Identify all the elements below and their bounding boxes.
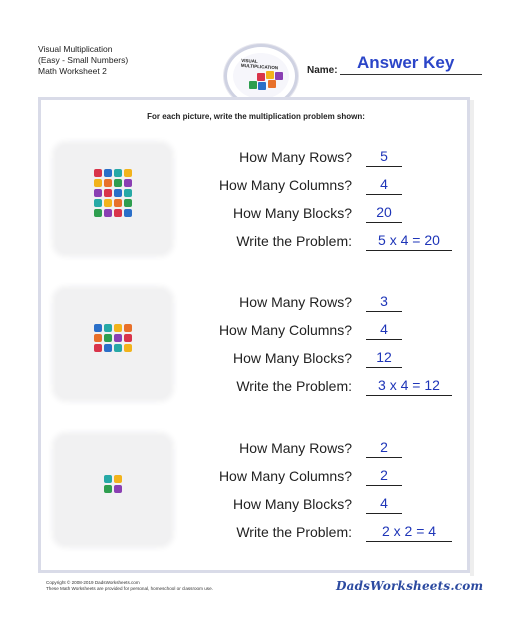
name-label: Name: (307, 65, 338, 76)
multiplication-block-icon (114, 179, 122, 187)
columns-answer: 4 (380, 321, 388, 337)
multiplication-block-icon (114, 475, 122, 483)
blocks-label: How Many Blocks? (232, 350, 352, 366)
footer-copyright (46, 580, 213, 592)
logo-block-icon (266, 71, 274, 79)
rows-answer: 5 (380, 148, 388, 164)
rows-answer-line[interactable] (366, 311, 402, 312)
problem-answer: 2 x 2 = 4 (381, 523, 437, 539)
block-picture (56, 145, 170, 253)
multiplication-block-icon (104, 475, 112, 483)
multiplication-block-icon (124, 189, 132, 197)
blocks-answer-line[interactable] (366, 367, 402, 368)
logo-block-icon (257, 73, 265, 81)
multiplication-block-icon (94, 334, 102, 342)
columns-answer: 4 (380, 176, 388, 192)
multiplication-block-icon (94, 199, 102, 207)
problem-label: Write the Problem: (236, 378, 352, 394)
multiplication-block-icon (124, 344, 132, 352)
multiplication-block-icon (94, 169, 102, 177)
multiplication-block-icon (114, 189, 122, 197)
multiplication-block-icon (124, 199, 132, 207)
problem-label: Write the Problem: (236, 233, 352, 249)
columns-answer-line[interactable] (366, 194, 402, 195)
multiplication-block-icon (114, 324, 122, 332)
logo-text: VISUAL MULTIPLICATION (240, 57, 279, 71)
title-line-3: Math Worksheet 2 (38, 66, 107, 76)
multiplication-block-icon (124, 324, 132, 332)
blocks-answer: 4 (380, 495, 388, 511)
usage-note: These Math Worksheets are provided for personal, homeschool or classroom use. (46, 586, 213, 591)
rows-answer-line[interactable] (366, 457, 402, 458)
multiplication-block-icon (124, 169, 132, 177)
block-picture (56, 290, 170, 398)
problem-answer: 5 x 4 = 20 (378, 232, 440, 248)
logo-block-icon (249, 81, 257, 89)
columns-answer-line[interactable] (366, 339, 402, 340)
rows-label: How Many Rows? (239, 294, 352, 310)
rows-answer-line[interactable] (366, 166, 402, 167)
rows-label: How Many Rows? (239, 440, 352, 456)
rows-answer: 2 (380, 439, 388, 455)
columns-answer-line[interactable] (366, 485, 402, 486)
multiplication-block-icon (104, 189, 112, 197)
logo-block-icon (275, 72, 283, 80)
multiplication-block-icon (94, 344, 102, 352)
block-picture (56, 436, 170, 544)
multiplication-block-icon (104, 344, 112, 352)
problem-answer-line[interactable] (366, 250, 452, 251)
logo-block-icon (258, 82, 266, 90)
blocks-answer: 12 (376, 349, 392, 365)
copyright-text: Copyright © 2008-2019 DadsWorksheets.com (46, 580, 140, 585)
columns-label: How Many Columns? (218, 322, 352, 338)
multiplication-block-icon (104, 485, 112, 493)
rows-answer: 3 (380, 293, 388, 309)
title-line-1: Visual Multiplication (38, 44, 113, 54)
multiplication-block-icon (104, 324, 112, 332)
instructions: For each picture, write the multiplication problem shown: (147, 112, 365, 121)
columns-answer: 2 (380, 467, 388, 483)
multiplication-block-icon (114, 199, 122, 207)
multiplication-block-icon (124, 334, 132, 342)
blocks-answer: 20 (376, 204, 392, 220)
title-line-2: (Easy - Small Numbers) (38, 55, 129, 65)
columns-label: How Many Columns? (218, 177, 352, 193)
multiplication-block-icon (104, 169, 112, 177)
rows-label: How Many Rows? (239, 149, 352, 165)
answer-key-title: Answer Key (357, 53, 455, 72)
blocks-answer-line[interactable] (366, 222, 402, 223)
multiplication-block-icon (94, 189, 102, 197)
multiplication-block-icon (104, 199, 112, 207)
blocks-label: How Many Blocks? (232, 496, 352, 512)
multiplication-block-icon (114, 334, 122, 342)
name-line[interactable] (340, 74, 482, 75)
multiplication-block-icon (124, 179, 132, 187)
problem-answer-line[interactable] (366, 395, 452, 396)
blocks-answer-line[interactable] (366, 513, 402, 514)
multiplication-block-icon (114, 169, 122, 177)
multiplication-block-icon (104, 334, 112, 342)
blocks-label: How Many Blocks? (232, 205, 352, 221)
multiplication-block-icon (114, 344, 122, 352)
logo-block-icon (268, 80, 276, 88)
multiplication-block-icon (94, 209, 102, 217)
multiplication-block-icon (94, 179, 102, 187)
dadsworksheets-logo[interactable]: DadsWorksheets.com (336, 579, 484, 593)
problem-answer-line[interactable] (366, 541, 452, 542)
multiplication-block-icon (114, 485, 122, 493)
multiplication-block-icon (104, 209, 112, 217)
problem-answer: 3 x 4 = 12 (378, 377, 440, 393)
problem-label: Write the Problem: (236, 524, 352, 540)
multiplication-block-icon (114, 209, 122, 217)
multiplication-block-icon (124, 209, 132, 217)
columns-label: How Many Columns? (218, 468, 352, 484)
worksheet-title (38, 44, 128, 77)
multiplication-block-icon (94, 324, 102, 332)
multiplication-block-icon (104, 179, 112, 187)
